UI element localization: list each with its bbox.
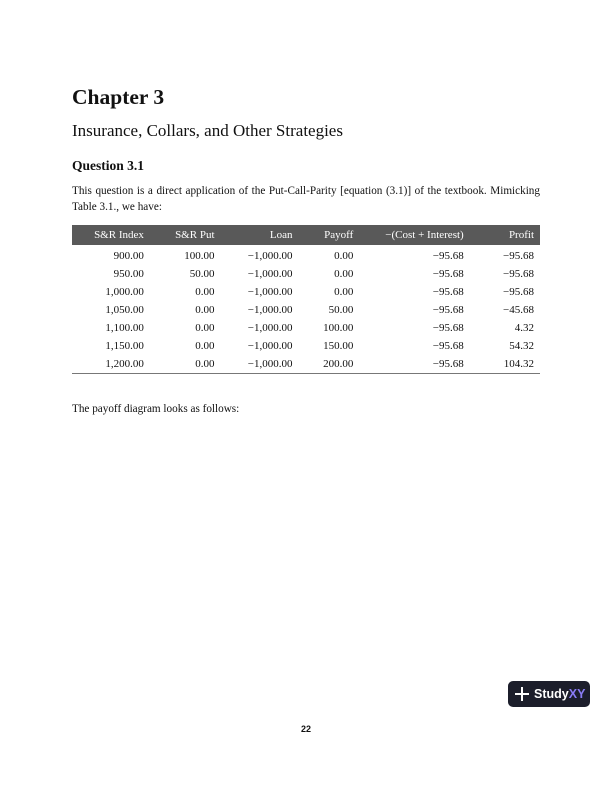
cell-payoff: 200.00 (323, 358, 354, 370)
cell-sr-put: 0.00 (195, 286, 215, 298)
table-row (72, 301, 540, 319)
cell-profit: −45.68 (503, 304, 534, 316)
page-number: 22 (300, 724, 311, 734)
cell-loan: −1,000.00 (247, 358, 293, 370)
table-row (72, 319, 540, 337)
cell-loan: −1,000.00 (247, 304, 293, 316)
table-row (72, 355, 540, 374)
cell-sr-put: 0.00 (195, 358, 215, 370)
cell-sr-put: 50.00 (189, 268, 215, 280)
header-payoff: Payoff (299, 225, 360, 245)
cell-payoff: 150.00 (323, 340, 354, 352)
payoff-diagram-caption: The payoff diagram looks as follows: (72, 403, 240, 415)
cell-cost-interest: −95.68 (432, 340, 464, 352)
cell-profit: 4.32 (514, 322, 534, 334)
header-sr-put: S&R Put (150, 225, 221, 245)
cell-payoff: 50.00 (328, 304, 354, 316)
plus-icon (515, 687, 529, 701)
header-cost-interest: −(Cost + Interest) (359, 225, 469, 245)
cell-sr-index: 1,200.00 (105, 358, 144, 370)
cell-loan: −1,000.00 (247, 250, 293, 262)
cell-profit: 54.32 (509, 340, 534, 352)
cell-sr-put: 0.00 (195, 304, 215, 316)
cell-profit: −95.68 (503, 286, 534, 298)
cell-sr-index: 1,150.00 (105, 340, 144, 352)
cell-sr-put: 0.00 (195, 340, 215, 352)
header-loan: Loan (221, 225, 299, 245)
badge-brand-suffix: XY (568, 687, 586, 701)
cell-sr-index: 1,000.00 (105, 286, 144, 298)
table-row (72, 265, 540, 283)
payoff-table (72, 225, 540, 374)
chapter-subtitle: Insurance, Collars, and Other Strategies (72, 121, 343, 140)
cell-profit: −95.68 (503, 268, 534, 280)
cell-payoff: 0.00 (334, 250, 354, 262)
cell-profit: 104.32 (503, 358, 534, 370)
cell-payoff: 0.00 (334, 268, 354, 280)
header-profit: Profit (470, 225, 540, 245)
badge-brand: Study (534, 687, 569, 701)
table-header-row (72, 225, 540, 245)
cell-sr-put: 0.00 (195, 322, 215, 334)
studyxy-badge (508, 681, 590, 707)
cell-cost-interest: −95.68 (432, 304, 464, 316)
cell-sr-index: 1,100.00 (105, 322, 144, 334)
cell-loan: −1,000.00 (247, 286, 293, 298)
cell-loan: −1,000.00 (247, 322, 293, 334)
cell-sr-index: 1,050.00 (105, 304, 144, 316)
cell-sr-put: 100.00 (184, 250, 215, 262)
cell-sr-index: 900.00 (113, 250, 144, 262)
cell-cost-interest: −95.68 (432, 268, 464, 280)
cell-loan: −1,000.00 (247, 268, 293, 280)
cell-payoff: 100.00 (323, 322, 354, 334)
cell-payoff: 0.00 (334, 286, 354, 298)
question-heading: Question 3.1 (72, 158, 145, 173)
question-intro-paragraph: This question is a direct application of the Put-Call-Parity [equation (3.1)] of the textbook. Mimicking Table 3.1., we have: (72, 185, 540, 213)
cell-profit: −95.68 (503, 250, 534, 262)
cell-cost-interest: −95.68 (432, 322, 464, 334)
table-row (72, 245, 540, 265)
header-sr-index: S&R Index (72, 225, 150, 245)
table-row (72, 283, 540, 301)
cell-cost-interest: −95.68 (432, 286, 464, 298)
chapter-title: Chapter 3 (72, 85, 165, 109)
table-row (72, 337, 540, 355)
cell-sr-index: 950.00 (113, 268, 144, 280)
cell-cost-interest: −95.68 (432, 358, 464, 370)
cell-cost-interest: −95.68 (432, 250, 464, 262)
cell-loan: −1,000.00 (247, 340, 293, 352)
